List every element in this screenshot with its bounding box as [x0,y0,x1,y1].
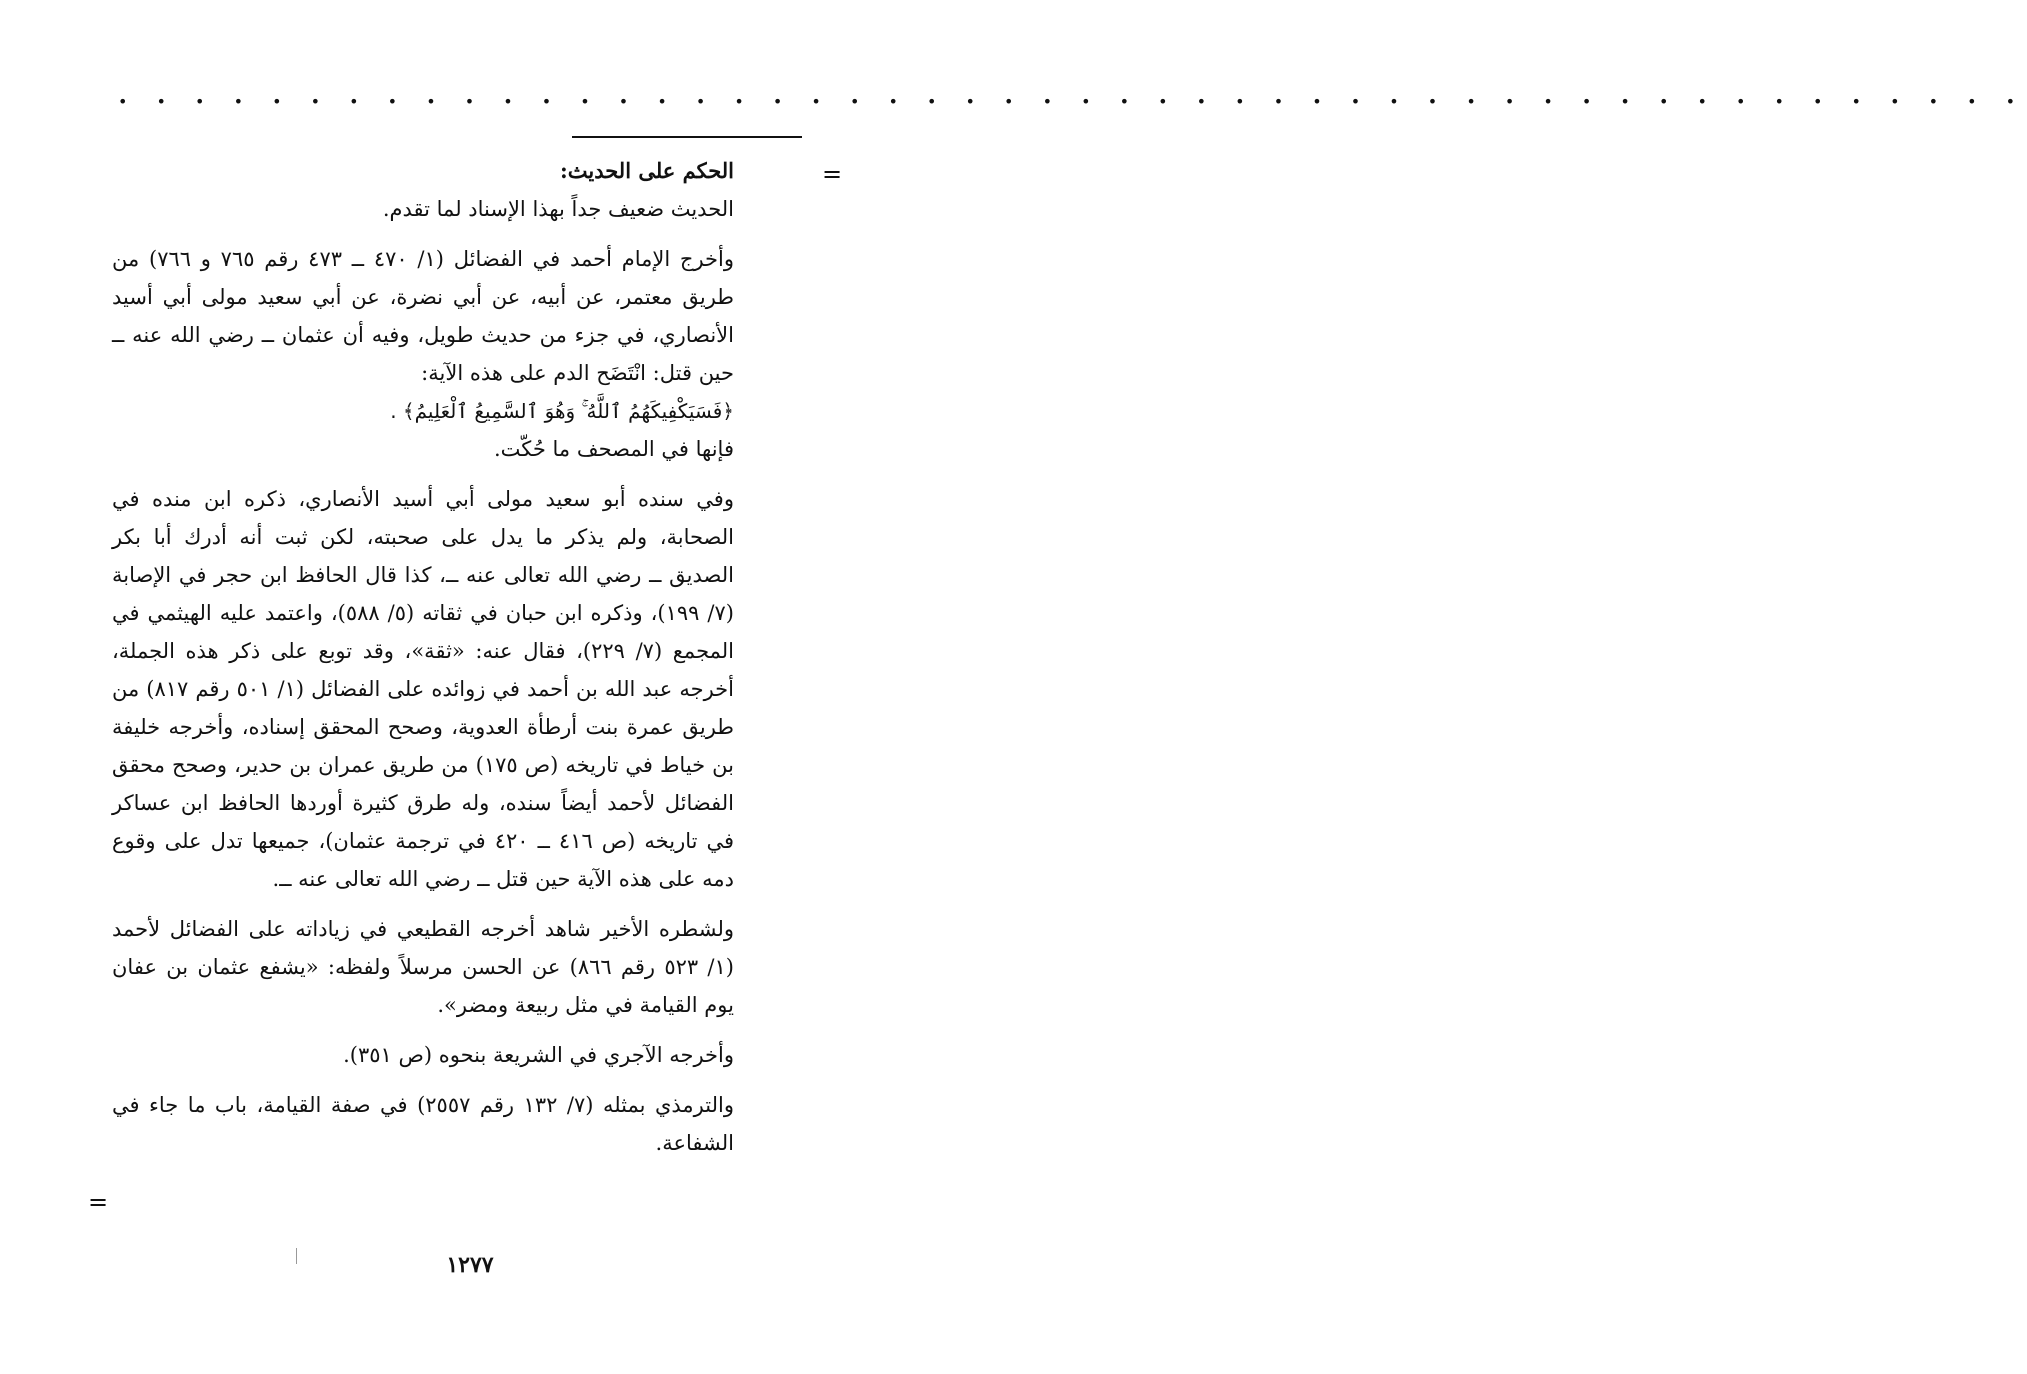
paragraph-1 [112,240,734,468]
page-number: ١٢٧٧ [446,1252,494,1278]
paragraph-1-end: فإنها في المصحف ما حُكّت. [493,437,734,461]
quran-verse: ﴿فَسَيَكْفِيكَهُمُ ٱللَّهُ ۚ وَهُوَ ٱلسَّمِيعُ ٱلْعَلِيمُ﴾ . [390,399,734,423]
dotted-separator: • • • • • • • • • • • • • • • • • • • • • • • • • • • • • • • • • • • • • • • • • • • • • • • • • • [118,92,2027,111]
page-body [112,152,734,1174]
verdict-paragraph: الحديث ضعيف جداً بهذا الإسناد لما تقدم. [382,197,734,221]
paragraph-2: وفي سنده أبو سعيد مولى أبي أسيد الأنصاري، ذكره ابن منده في الصحابة، ولم يذكر ما يدل على صحبته، لكن ثبت أنه أدرك أبا بكر الصديق ــ رضي الله تعالى عنه ــ، كذا قال الحافظ ابن حجر في الإصابة (٧/ ١٩٩)، وذكره ابن حبان في ثقاته (٥/ ٥٨٨)، واعتمد عليه الهيثمي في المجمع (٧/ ٢٢٩)، فقال عنه: «ثقة»، وقد توبع على ذكر هذه الجملة، أخرجه عبد الله بن أحمد في زوائده على الفضائل (١/ ٥٠١ رقم ٨١٧) من طريق عمرة بنت أرطأة العدوية، وصحح المحقق إسناده، وأخرجه خليفة بن خياط في تاريخه (ص ١٧٥) من طريق عمران بن حدير، وصحح محقق الفضائل لأحمد أيضاً سنده، وله طرق كثيرة أوردها الحافظ ابن عساكر في تاريخه (ص ٤١٦ ــ ٤٢٠ في ترجمة عثمان)، جميعها تدل على وقوع دمه على هذه الآية حين قتل ــ رضي الله تعالى عنه ــ. [112,487,735,891]
paragraph-5: والترمذي بمثله (٧/ ١٣٢ رقم ٢٥٥٧) في صفة القيامة، باب ما جاء في الشفاعة. [112,1093,734,1155]
continuation-mark-bottom: = [88,1188,109,1216]
paragraph-3: ولشطره الأخير شاهد أخرجه القطيعي في زياداته على الفضائل لأحمد (١/ ٥٢٣ رقم ٨٦٦) عن الحسن مرسلاً ولفظه: «يشفع عثمان بن عفان يوم القيامة في مثل ربيعة ومضر». [112,917,734,1017]
paragraph-1-text: وأخرج الإمام أحمد في الفضائل (١/ ٤٧٠ ــ ٤٧٣ رقم ٧٦٥ و ٧٦٦) من طريق معتمر، عن أبيه، عن أبي نضرة، عن أبي سعيد مولى أبي أسيد الأنصاري، في جزء من حديث طويل، وفيه أن عثمان ــ رضي الله عنه ــ حين قتل: انْتَضَح الدم على هذه الآية: [112,247,735,385]
section-heading: الحكم على الحديث: [560,158,734,183]
footnote-rule [572,136,802,138]
continuation-mark-top: = [822,160,843,188]
paragraph-4: وأخرجه الآجري في الشريعة بنحوه (ص ٣٥١). [343,1043,734,1067]
